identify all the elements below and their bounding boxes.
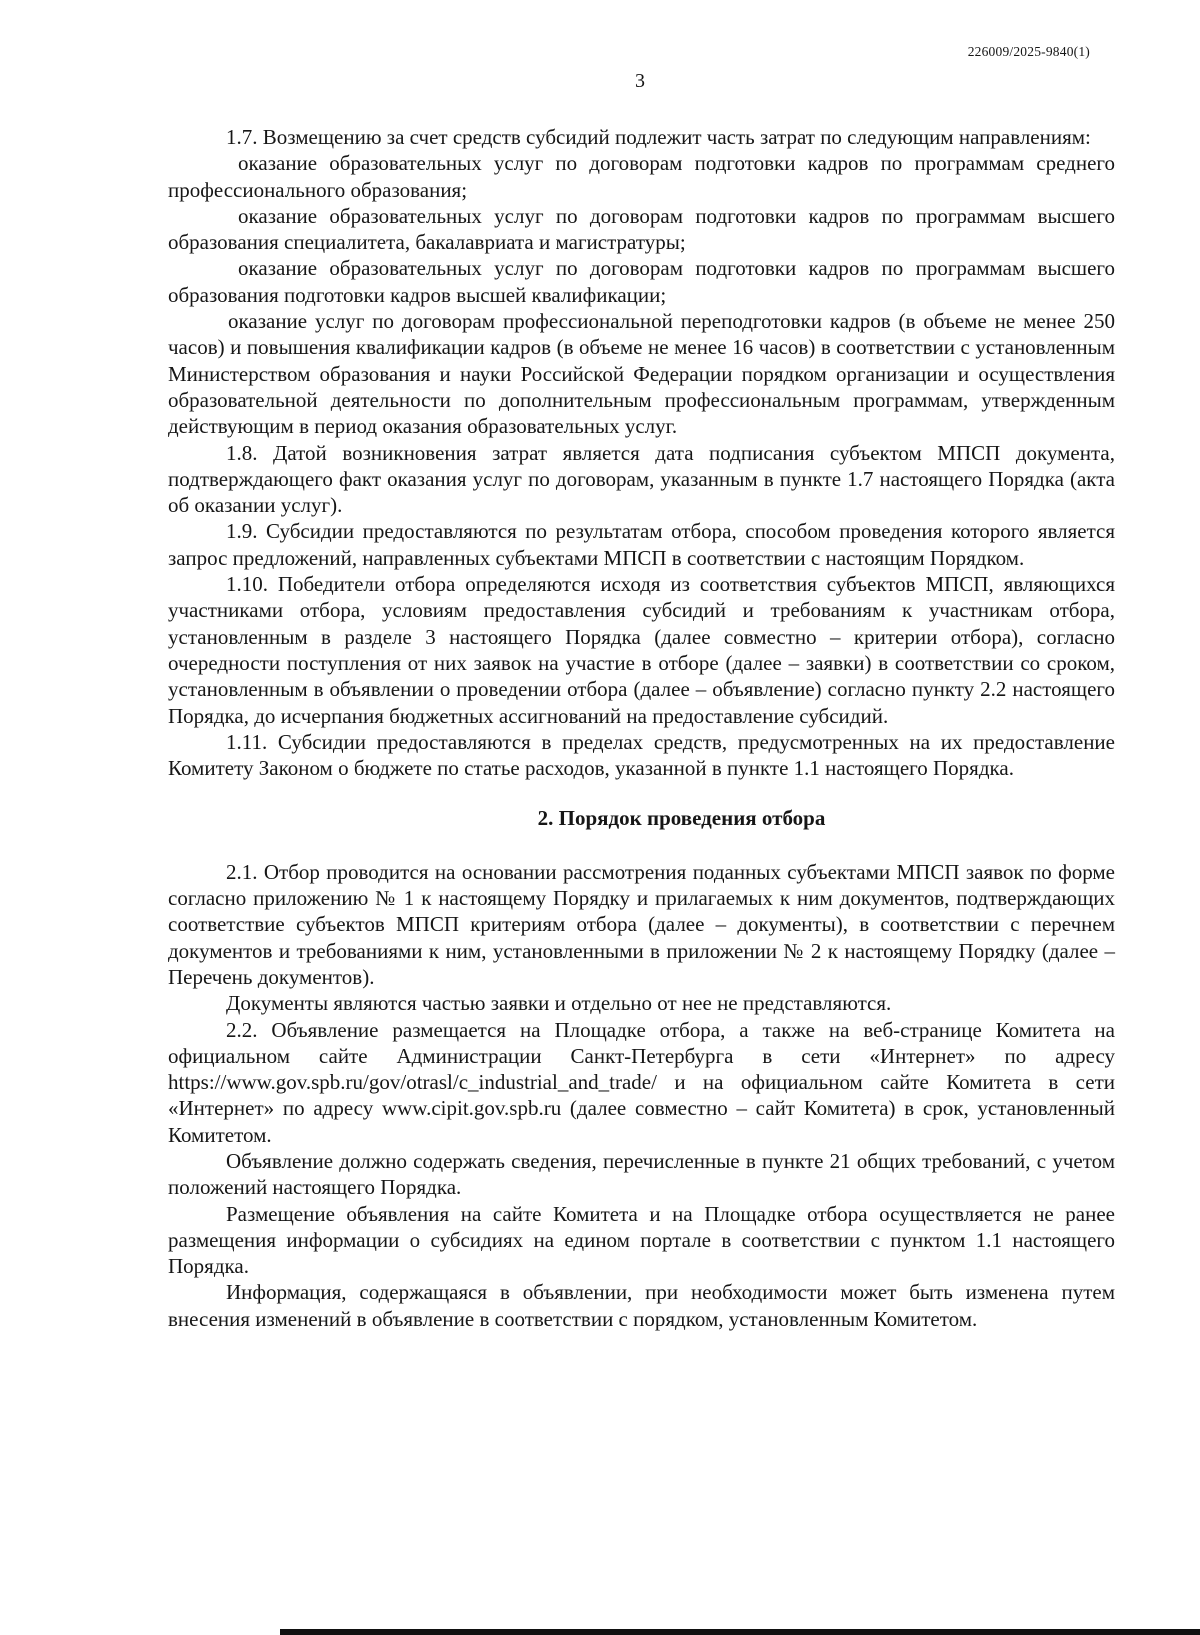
list-item: оказание услуг по договорам профессиональной переподготовки кадров (в объеме не менее 250 часов) и повышения квалификации кадров (в объеме не менее 16 часов) в соответствии с установленным Министерством образования и науки Российской Федерации порядком организации и осуществления образовательной деятельности по дополнительным профессиональным программам, утвержденным действующим в период оказания образовательных услуг. (168, 309, 1115, 439)
paragraph-1-8: 1.8. Датой возникновения затрат является дата подписания субъектом МПСП документа, подтверждающего факт оказания услуг по договорам, указанным в пункте 1.7 настоящего Порядка (акта об оказании услуг). (168, 440, 1115, 518)
paragraph-2-2: 2.2. Объявление размещается на Площадке отбора, а также на веб-странице Комитета на официальном сайте Администрации Санкт-Петербурга в сети «Интернет» по адресу https://www.gov.spb.ru/gov/otrasl/c_industrial_and_trade/ и на официальном сайте Комитета в сети «Интернет» по адресу www.cipit.gov.spb.ru (далее совместно – сайт Комитета) в срок, установленный Комитетом. (168, 1017, 1115, 1147)
paragraph-2-1: 2.1. Отбор проводится на основании рассмотрения поданных субъектами МПСП заявок по форме согласно приложению № 1 к настоящему Порядку и прилагаемых к ним документов, подтверждающих соответствие субъектов МПСП критериям отбора (далее – документы), в соответствии с перечнем документов и требованиями к ним, установленными в приложении № 2 к настоящему Порядку (далее – Перечень документов). (168, 859, 1115, 989)
paragraph: Документы являются частью заявки и отдельно от нее не представляются. (226, 991, 892, 1016)
list-item: оказание образовательных услуг по договорам подготовки кадров по программам высшего образования специалитета, бакалавриата и магистратуры; (168, 203, 1115, 255)
document-id: 226009/2025-9840(1) (967, 44, 1090, 59)
paragraph: Объявление должно содержать сведения, перечисленные в пункте 21 общих требований, с учетом положений настоящего Порядка. (168, 1148, 1115, 1200)
paragraph: Размещение объявления на сайте Комитета и на Площадке отбора осуществляется не ранее размещения информации о субсидиях на едином портале в соответствии с пунктом 1.1 настоящего Порядка. (168, 1201, 1115, 1279)
list-item: оказание образовательных услуг по договорам подготовки кадров по программам высшего образования подготовки кадров высшей квалификации; (168, 256, 1115, 307)
paragraph-1-9: 1.9. Субсидии предоставляются по результатам отбора, способом проведения которого является запрос предложений, направленных субъектами МПСП в соответствии с настоящим Порядком. (168, 519, 1115, 570)
section-heading: 2. Порядок проведения отбора (537, 806, 826, 831)
paragraph-1-10: 1.10. Победители отбора определяются исходя из соответствия субъектов МПСП, являющихся участниками отбора, условиям предоставления субсидий и требованиям к участникам отбора, установленным в разделе 3 настоящего Порядка (далее совместно – критерии отбора), согласно очередности поступления от них заявок на участие в отборе (далее – заявки) в соответствии со сроком, установленным в объявлении о проведении отбора (далее – объявление) согласно пункту 2.2 настоящего Порядка, до исчерпания бюджетных ассигнований на предоставление субсидий. (168, 572, 1115, 728)
scan-edge-bar (280, 1629, 1200, 1635)
page-number: 3 (635, 70, 645, 92)
paragraph-1-7: 1.7. Возмещению за счет средств субсидий подлежит часть затрат по следующим направлениям: (226, 125, 1091, 149)
document-body (168, 124, 1115, 1332)
paragraph: Информация, содержащаяся в объявлении, при необходимости может быть изменена путем внесения изменений в объявление в соответствии с порядком, установленным Комитетом. (168, 1280, 1115, 1331)
list-item: оказание образовательных услуг по договорам подготовки кадров по программам среднего профессионального образования; (168, 151, 1115, 202)
paragraph-1-11: 1.11. Субсидии предоставляются в пределах средств, предусмотренных на их предоставление Комитету Законом о бюджете по статье расходов, указанной в пункте 1.1 настоящего Порядка. (168, 729, 1115, 781)
